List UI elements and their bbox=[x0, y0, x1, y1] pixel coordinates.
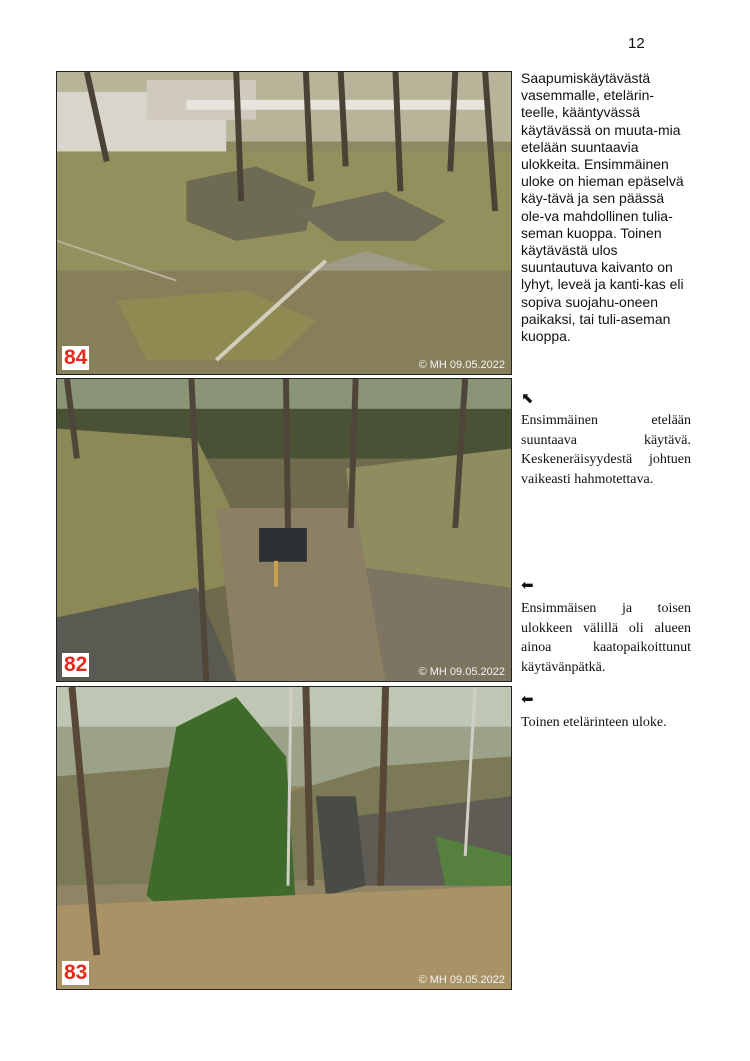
caption-second: Ensimmäisen ja toisen ulokkeen välillä oli alueen ainoa kaatopaikoittunut käytävänpätkä. bbox=[521, 601, 691, 675]
photo-number: 83 bbox=[64, 961, 88, 984]
photo-credit: © MH 09.05.2022 bbox=[418, 666, 505, 678]
photo-number: 82 bbox=[64, 653, 88, 676]
arrow-left-icon: ⬅ bbox=[521, 576, 534, 594]
arrow-left-icon: ⬅ bbox=[521, 690, 534, 708]
photo-82 bbox=[56, 378, 512, 682]
photo-number: 84 bbox=[64, 346, 88, 369]
photo-83 bbox=[56, 686, 512, 990]
intro-text: Saapumiskäytävästä vasemmalle, etelärin-teelle, kääntyvässä käytävässä on muuta-mia etelään suuntaavia ulokkeita. Ensimmäinen uloke on hieman epäselvä käy-tävä ja sen päässä ole-va mahdollinen tulia-seman kuoppa. Toinen käytävästä ulos suuntautuva kaivanto on lyhyt, leveä ja kanti-kas eli sopiva suojahu-oneen paikaksi, tai tuli-aseman kuoppa. bbox=[521, 70, 684, 345]
photo-credit: © MH 09.05.2022 bbox=[418, 359, 505, 371]
caption-third: Toinen etelärinteen uloke. bbox=[521, 715, 667, 730]
photo-84 bbox=[56, 71, 512, 375]
photo-credit: © MH 09.05.2022 bbox=[418, 974, 505, 986]
arrow-up-left-icon: ⬉ bbox=[521, 389, 534, 407]
caption-first: Ensimmäinen etelään suuntaava käytävä. Keskeneräisyydestä johtuen vaikeasti hahmotettava. bbox=[521, 413, 691, 487]
page-number: 12 bbox=[628, 35, 645, 52]
